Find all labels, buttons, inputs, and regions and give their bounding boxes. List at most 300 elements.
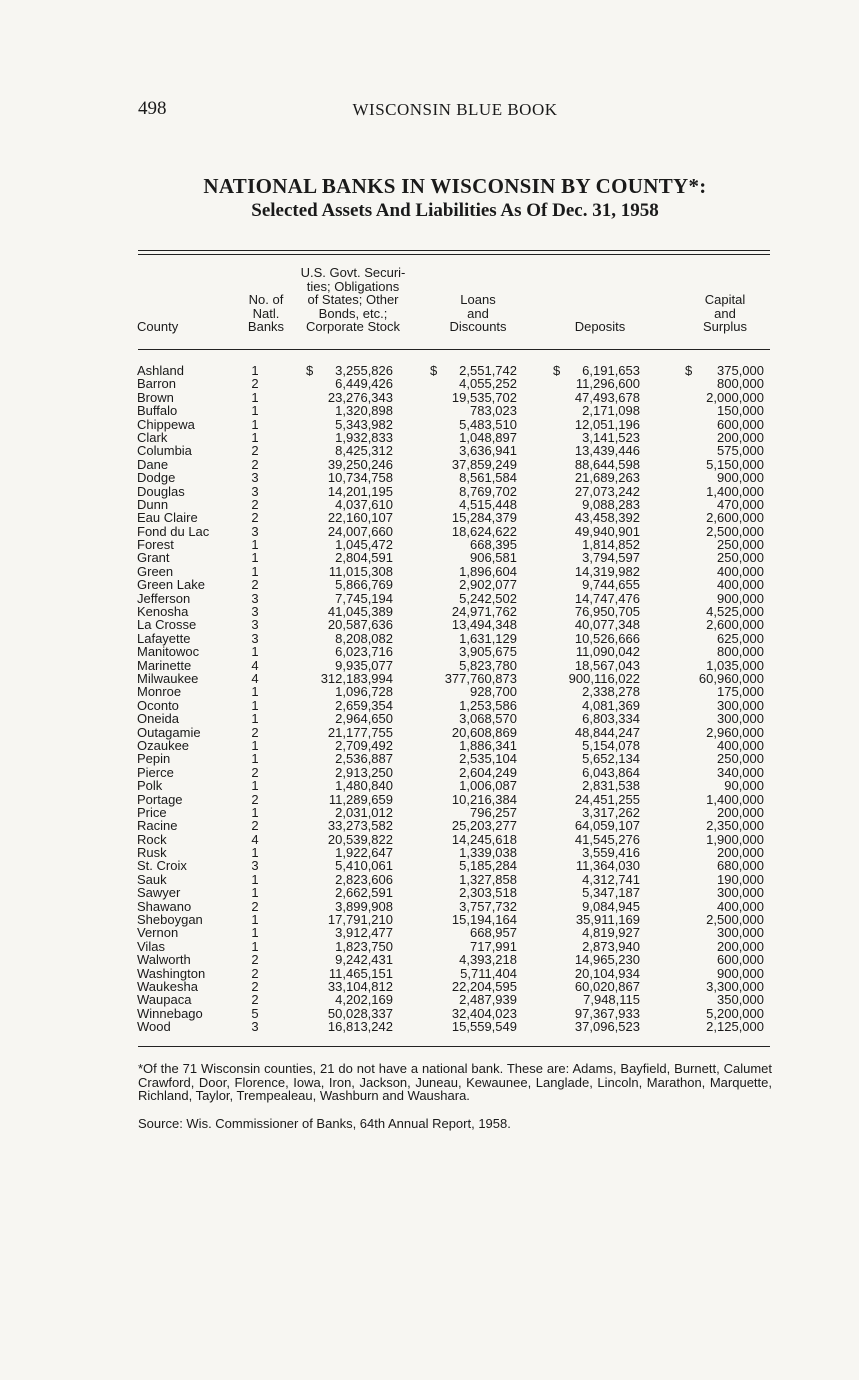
loans-cell: 2,551,742: [459, 363, 517, 378]
capital-cell: 200,000: [717, 845, 764, 861]
capital-cell: 1,900,000: [706, 831, 764, 847]
county-cell: Manitowoc: [137, 644, 200, 660]
securities-cell: 23,276,343: [327, 389, 393, 405]
banks-cell: 2: [251, 978, 259, 994]
table-row: [0, 538, 859, 551]
banks-cell: 1: [251, 871, 259, 887]
table-row: [0, 565, 859, 578]
loans-cell: 1,006,087: [459, 778, 517, 794]
loans-cell: 8,769,702: [459, 483, 517, 499]
banks-cell: 2: [251, 443, 259, 459]
deposits-cell: 14,747,476: [574, 590, 640, 606]
banks-cell: 1: [251, 778, 259, 794]
capital-cell: 60,960,000: [698, 670, 764, 686]
securities-cell: 9,935,077: [335, 657, 393, 673]
deposits-cell: 4,819,927: [582, 925, 640, 941]
county-cell: Brown: [137, 389, 174, 405]
county-cell: Portage: [137, 791, 183, 807]
table-row: [0, 766, 859, 779]
page-title: NATIONAL BANKS IN WISCONSIN BY COUNTY*:: [203, 174, 707, 198]
securities-cell: 5,410,061: [335, 858, 393, 874]
loans-cell: 668,957: [470, 925, 517, 941]
capital-cell: 2,000,000: [706, 389, 764, 405]
securities-cell: 21,177,755: [327, 724, 393, 740]
securities-cell: 22,160,107: [327, 510, 393, 526]
county-cell: Polk: [137, 778, 163, 794]
deposits-cell: 5,154,078: [582, 737, 640, 753]
loans-cell: 796,257: [470, 804, 517, 820]
county-cell: Ozaukee: [137, 737, 190, 753]
capital-cell: 680,000: [717, 858, 764, 874]
deposits-cell: 10,526,666: [574, 630, 640, 646]
deposits-cell: 21,689,263: [574, 470, 640, 486]
county-cell: Ashland: [137, 363, 184, 378]
banks-cell: 2: [251, 510, 259, 526]
loans-cell: 5,711,404: [460, 965, 517, 981]
deposits-cell: 6,803,334: [582, 711, 640, 727]
capital-cell: 800,000: [717, 376, 764, 392]
capital-cell: 2,500,000: [706, 912, 764, 928]
capital-cell: 1,400,000: [706, 791, 764, 807]
banks-cell: 1: [251, 563, 259, 579]
county-cell: Walworth: [137, 952, 191, 968]
securities-cell: 2,964,650: [335, 711, 393, 727]
county-cell: Marinette: [137, 657, 192, 673]
county-cell: Chippewa: [137, 416, 195, 432]
deposits-cell: 6,191,653: [582, 363, 640, 378]
banks-cell: 2: [251, 376, 259, 392]
loans-cell: 3,905,675: [459, 644, 517, 660]
securities-cell: 17,791,210: [327, 912, 393, 928]
deposits-cell: 20,104,934: [574, 965, 640, 981]
capital-cell: 150,000: [717, 403, 764, 419]
deposits-cell: 2,171,098: [582, 403, 640, 419]
county-cell: Green: [137, 563, 174, 579]
loans-cell: 37,859,249: [451, 456, 517, 472]
securities-cell: 7,745,194: [335, 590, 393, 606]
banks-cell: 2: [251, 965, 259, 981]
dollar-sign: $: [685, 363, 693, 378]
securities-cell: 3,899,908: [335, 898, 393, 914]
capital-cell: 3,300,000: [706, 978, 764, 994]
capital-cell: 400,000: [717, 898, 764, 914]
table-row: [0, 980, 859, 993]
table-row: [0, 618, 859, 631]
banks-cell: 1: [251, 537, 259, 553]
capital-cell: 90,000: [724, 778, 764, 794]
deposits-cell: 27,073,242: [574, 483, 640, 499]
table-row: [0, 551, 859, 564]
capital-cell: 190,000: [717, 871, 764, 887]
table-row: [0, 364, 859, 377]
county-cell: Price: [137, 804, 167, 820]
table-row: [0, 377, 859, 390]
banks-cell: 3: [251, 630, 259, 646]
deposits-cell: 18,567,043: [574, 657, 640, 673]
county-cell: Sheboygan: [137, 912, 203, 928]
banks-cell: 2: [251, 577, 259, 593]
loans-cell: 19,535,702: [451, 389, 517, 405]
running-head: WISCONSIN BLUE BOOK: [352, 100, 558, 119]
deposits-cell: 9,084,945: [582, 898, 640, 914]
loans-cell: 5,242,502: [459, 590, 517, 606]
loans-cell: 32,404,023: [451, 1005, 517, 1021]
banks-cell: 3: [251, 617, 259, 633]
securities-cell: 2,662,591: [335, 885, 393, 901]
securities-cell: 33,104,812: [327, 978, 393, 994]
deposits-cell: 48,844,247: [574, 724, 640, 740]
table-row: [0, 739, 859, 752]
loans-cell: 1,896,604: [459, 563, 517, 579]
county-cell: Waukesha: [137, 978, 198, 994]
deposits-cell: 14,965,230: [574, 952, 640, 968]
county-cell: Grant: [137, 550, 170, 566]
table-row: [0, 685, 859, 698]
capital-cell: 200,000: [717, 804, 764, 820]
deposits-cell: 97,367,933: [574, 1005, 640, 1021]
loans-cell: 3,068,570: [459, 711, 517, 727]
county-cell: Washington: [137, 965, 206, 981]
banks-cell: 1: [251, 925, 259, 941]
securities-cell: 6,449,426: [335, 376, 393, 392]
banks-cell: 1: [251, 912, 259, 928]
table-row: [0, 833, 859, 846]
securities-cell: 9,242,431: [335, 952, 393, 968]
loans-cell: 3,636,941: [459, 443, 517, 459]
loans-cell: 20,608,869: [451, 724, 517, 740]
deposits-cell: 76,950,705: [574, 604, 640, 620]
loans-cell: 2,604,249: [459, 764, 517, 780]
county-cell: Dunn: [137, 496, 169, 512]
loans-cell: 668,395: [470, 537, 517, 553]
loans-cell: 25,203,277: [451, 818, 517, 834]
capital-cell: 600,000: [717, 952, 764, 968]
loans-cell: 22,204,595: [451, 978, 517, 994]
banks-cell: 1: [251, 737, 259, 753]
county-cell: Monroe: [137, 684, 182, 700]
loans-cell: 15,194,164: [451, 912, 517, 928]
securities-cell: 39,250,246: [327, 456, 393, 472]
banks-cell: 1: [251, 416, 259, 432]
securities-cell: 33,273,582: [327, 818, 393, 834]
capital-cell: 470,000: [717, 496, 764, 512]
table-row: [0, 1020, 859, 1033]
loans-cell: 1,048,897: [459, 429, 517, 445]
securities-cell: 2,804,591: [335, 550, 393, 566]
securities-cell: 2,823,606: [335, 871, 393, 887]
deposits-cell: 24,451,255: [574, 791, 640, 807]
banks-cell: 1: [251, 804, 259, 820]
deposits-cell: 40,077,348: [574, 617, 640, 633]
securities-cell: 2,659,354: [335, 697, 393, 713]
securities-cell: 5,343,982: [335, 416, 393, 432]
capital-cell: 300,000: [717, 925, 764, 941]
deposits-cell: 14,319,982: [574, 563, 640, 579]
banks-cell: 1: [251, 429, 259, 445]
loans-cell: 906,581: [470, 550, 517, 566]
banks-cell: 2: [251, 724, 259, 740]
deposits-cell: 13,439,446: [574, 443, 640, 459]
table-row: [0, 418, 859, 431]
capital-cell: 800,000: [717, 644, 764, 660]
banks-cell: 3: [251, 1019, 259, 1035]
county-cell: Douglas: [137, 483, 185, 499]
capital-cell: 625,000: [717, 630, 764, 646]
capital-cell: 2,125,000: [706, 1019, 764, 1035]
securities-cell: 14,201,195: [327, 483, 393, 499]
table-row: [0, 926, 859, 939]
table-top-rule-2: [138, 254, 770, 255]
table-row: [0, 605, 859, 618]
deposits-cell: 3,317,262: [582, 804, 640, 820]
banks-cell: 3: [251, 858, 259, 874]
loans-cell: 3,757,732: [459, 898, 517, 914]
deposits-cell: 49,940,901: [574, 523, 640, 539]
securities-cell: 4,202,169: [335, 992, 393, 1008]
county-cell: Winnebago: [137, 1005, 203, 1021]
header-securities: U.S. Govt. Securi- ties; Obligations of States; Other Bonds, etc.; Corporate Stock: [300, 265, 406, 334]
securities-cell: 4,037,610: [335, 496, 393, 512]
securities-cell: 11,015,308: [328, 563, 393, 579]
county-cell: Green Lake: [137, 577, 205, 593]
county-cell: Vilas: [137, 938, 165, 954]
banks-cell: 1: [251, 403, 259, 419]
banks-cell: 4: [251, 831, 259, 847]
table-row: [0, 404, 859, 417]
loans-cell: 15,284,379: [451, 510, 517, 526]
deposits-cell: 2,873,940: [582, 938, 640, 954]
deposits-cell: 41,545,276: [574, 831, 640, 847]
loans-cell: 14,245,618: [451, 831, 517, 847]
loans-cell: 1,327,858: [459, 871, 517, 887]
table-row: [0, 672, 859, 685]
capital-cell: 400,000: [717, 563, 764, 579]
deposits-cell: 37,096,523: [574, 1019, 640, 1035]
table-row: [0, 431, 859, 444]
loans-cell: 5,823,780: [459, 657, 517, 673]
table-row: [0, 967, 859, 980]
loans-cell: 928,700: [470, 684, 517, 700]
capital-cell: 340,000: [717, 764, 764, 780]
table-top-rule: [138, 250, 770, 251]
capital-cell: 5,200,000: [706, 1005, 764, 1021]
county-cell: Sauk: [137, 871, 167, 887]
county-cell: St. Croix: [137, 858, 187, 874]
loans-cell: 2,303,518: [459, 885, 517, 901]
securities-cell: 16,813,242: [327, 1019, 393, 1035]
deposits-cell: 6,043,864: [582, 764, 640, 780]
loans-cell: 10,216,384: [451, 791, 517, 807]
banks-cell: 1: [251, 644, 259, 660]
loans-cell: 15,559,549: [451, 1019, 517, 1035]
county-cell: Pepin: [137, 751, 171, 767]
banks-cell: 2: [251, 818, 259, 834]
capital-cell: 5,150,000: [706, 456, 764, 472]
county-cell: Rock: [137, 831, 167, 847]
capital-cell: 350,000: [717, 992, 764, 1008]
capital-cell: 4,525,000: [706, 604, 764, 620]
banks-cell: 3: [251, 470, 259, 486]
loans-cell: 8,561,584: [459, 470, 517, 486]
table-row: [0, 632, 859, 645]
loans-cell: 4,393,218: [459, 952, 517, 968]
securities-cell: 3,912,477: [335, 925, 393, 941]
deposits-cell: 11,090,042: [575, 644, 640, 660]
securities-cell: 20,539,822: [327, 831, 393, 847]
deposits-cell: 60,020,867: [574, 978, 640, 994]
capital-cell: 175,000: [717, 684, 764, 700]
county-cell: Outagamie: [137, 724, 201, 740]
securities-cell: 312,183,994: [320, 670, 393, 686]
deposits-cell: 9,088,283: [582, 496, 640, 512]
county-cell: Rusk: [137, 845, 167, 861]
county-cell: Shawano: [137, 898, 192, 914]
table-row: [0, 859, 859, 872]
banks-cell: 4: [251, 657, 259, 673]
capital-cell: 200,000: [717, 429, 764, 445]
deposits-cell: 35,911,169: [575, 912, 640, 928]
capital-cell: 375,000: [717, 363, 764, 378]
deposits-cell: 3,559,416: [582, 845, 640, 861]
table-row: [0, 873, 859, 886]
banks-cell: 3: [251, 483, 259, 499]
securities-cell: 41,045,389: [327, 604, 393, 620]
banks-cell: 2: [251, 992, 259, 1008]
banks-cell: 2: [251, 791, 259, 807]
source-note: Source: Wis. Commissioner of Banks, 64th Annual Report, 1958.: [138, 1116, 511, 1131]
table-row: [0, 511, 859, 524]
deposits-cell: 4,312,741: [582, 871, 640, 887]
securities-cell: 50,028,337: [327, 1005, 393, 1021]
loans-cell: 2,487,939: [459, 992, 517, 1008]
securities-cell: 2,913,250: [335, 764, 393, 780]
deposits-cell: 2,831,538: [582, 778, 640, 794]
table-row: [0, 659, 859, 672]
header-banks: No. of Natl. Banks: [247, 292, 285, 334]
county-cell: Kenosha: [137, 604, 189, 620]
deposits-cell: 2,338,278: [582, 684, 640, 700]
county-cell: Eau Claire: [137, 510, 198, 526]
loans-cell: 13,494,348: [451, 617, 517, 633]
securities-cell: 1,823,750: [335, 938, 393, 954]
deposits-cell: 88,644,598: [574, 456, 640, 472]
loans-cell: 783,023: [470, 403, 517, 419]
securities-cell: 1,932,833: [335, 429, 393, 445]
county-cell: Buffalo: [137, 403, 178, 419]
header-deposits: Deposits: [574, 319, 626, 334]
table-row: [0, 592, 859, 605]
loans-cell: 5,483,510: [459, 416, 517, 432]
banks-cell: 3: [251, 523, 259, 539]
table-row: [0, 900, 859, 913]
capital-cell: 2,600,000: [706, 617, 764, 633]
deposits-cell: 47,493,678: [574, 389, 640, 405]
table-row: [0, 485, 859, 498]
county-cell: Sawyer: [137, 885, 181, 901]
capital-cell: 300,000: [717, 697, 764, 713]
capital-cell: 900,000: [717, 590, 764, 606]
capital-cell: 250,000: [717, 537, 764, 553]
deposits-cell: 4,081,369: [582, 697, 640, 713]
table-row: [0, 525, 859, 538]
county-cell: La Crosse: [137, 617, 197, 633]
banks-cell: 1: [251, 938, 259, 954]
banks-cell: 2: [251, 456, 259, 472]
loans-cell: 4,515,448: [459, 496, 517, 512]
securities-cell: 6,023,716: [335, 644, 393, 660]
county-cell: Wood: [137, 1019, 171, 1035]
securities-cell: 2,536,887: [335, 751, 393, 767]
page-number: 498: [138, 98, 167, 119]
loans-cell: 2,902,077: [459, 577, 517, 593]
dollar-sign: $: [553, 363, 561, 378]
banks-cell: 2: [251, 496, 259, 512]
capital-cell: 2,960,000: [706, 724, 764, 740]
banks-cell: 1: [251, 845, 259, 861]
securities-cell: 8,425,312: [335, 443, 393, 459]
deposits-cell: 3,794,597: [582, 550, 640, 566]
capital-cell: 2,600,000: [706, 510, 764, 526]
capital-cell: 250,000: [717, 751, 764, 767]
table-row: [0, 645, 859, 658]
table-row: [0, 444, 859, 457]
capital-cell: 2,350,000: [706, 818, 764, 834]
table-row: [0, 846, 859, 859]
county-cell: Racine: [137, 818, 178, 834]
table-row: [0, 712, 859, 725]
county-cell: Fond du Lac: [137, 523, 210, 539]
loans-cell: 4,055,252: [459, 376, 517, 392]
loans-cell: 18,624,622: [451, 523, 517, 539]
county-cell: Oneida: [137, 711, 179, 727]
deposits-cell: 11,296,600: [575, 376, 640, 392]
county-cell: Vernon: [137, 925, 179, 941]
header-county: County: [137, 319, 179, 334]
securities-cell: 10,734,758: [327, 470, 393, 486]
securities-cell: 2,031,012: [335, 804, 393, 820]
banks-cell: 2: [251, 898, 259, 914]
securities-cell: 8,208,082: [335, 630, 393, 646]
banks-cell: 1: [251, 711, 259, 727]
loans-cell: 2,535,104: [459, 751, 517, 767]
banks-cell: 3: [251, 604, 259, 620]
table-row: [0, 471, 859, 484]
capital-cell: 200,000: [717, 938, 764, 954]
loans-cell: 1,253,586: [459, 697, 517, 713]
county-cell: Milwaukee: [137, 670, 199, 686]
capital-cell: 250,000: [717, 550, 764, 566]
dollar-sign: $: [306, 363, 314, 378]
header-loans: Loans and Discounts: [449, 292, 507, 334]
deposits-cell: 1,814,852: [582, 537, 640, 553]
table-row: [0, 498, 859, 511]
capital-cell: 300,000: [717, 711, 764, 727]
page-subtitle: Selected Assets And Liabilities As Of Dec. 31, 1958: [251, 200, 659, 221]
deposits-cell: 5,347,187: [582, 885, 640, 901]
securities-cell: 2,709,492: [335, 737, 393, 753]
capital-cell: 575,000: [717, 443, 764, 459]
deposits-cell: 3,141,523: [582, 429, 640, 445]
capital-cell: 900,000: [717, 965, 764, 981]
banks-cell: 3: [251, 590, 259, 606]
securities-cell: 11,289,659: [328, 791, 393, 807]
county-cell: Dane: [137, 456, 169, 472]
county-cell: Jefferson: [137, 590, 191, 606]
capital-cell: 300,000: [717, 885, 764, 901]
table-row: [0, 391, 859, 404]
table-row: [0, 793, 859, 806]
deposits-cell: 43,458,392: [574, 510, 640, 526]
